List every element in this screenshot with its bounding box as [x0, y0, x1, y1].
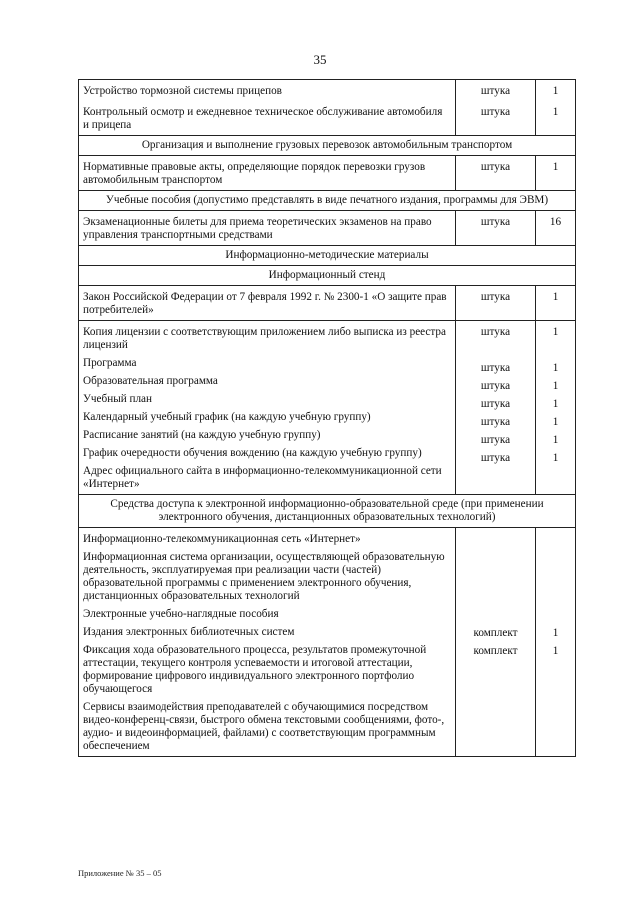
section-heading: Организация и выполнение грузовых перевозок автомобильным транспортом	[79, 136, 576, 156]
item-unit: штука	[480, 362, 511, 374]
table-row-group	[79, 321, 576, 495]
item-unit: штука	[480, 380, 511, 392]
item-name: Контрольный осмотр и ежедневное техническое обслуживание автомобиля и прицепа	[83, 106, 443, 131]
section-heading: Информационно-методические материалы	[79, 246, 576, 266]
item-name: Информационно-телекоммуникационная сеть «Интернет»	[83, 533, 361, 545]
item-unit: штука	[480, 106, 511, 118]
section-row	[79, 136, 576, 156]
item-unit: комплект	[473, 645, 518, 657]
item-name: Расписание занятий (на каждую учебную группу)	[83, 429, 321, 441]
section-row	[79, 246, 576, 266]
footer-label: Приложение № 35 – 05	[78, 868, 162, 878]
item-unit: штука	[480, 326, 511, 338]
item-qty: 16	[549, 216, 562, 228]
section-row	[79, 266, 576, 286]
table-row	[79, 80, 576, 136]
item-qty: 1	[552, 85, 559, 97]
item-unit: штука	[480, 416, 511, 428]
item-qty: 1	[552, 380, 559, 392]
item-name: Образовательная программа	[83, 375, 218, 387]
section-row	[79, 191, 576, 211]
table-row	[79, 211, 576, 246]
item-name: Экзаменационные билеты для приема теоретических экзаменов на право управления транспортными средствами	[83, 216, 432, 241]
item-unit: комплект	[473, 627, 518, 639]
item-qty: 1	[552, 362, 559, 374]
item-qty: 1	[552, 398, 559, 410]
item-name: Учебный план	[83, 393, 153, 405]
item-qty: 1	[552, 434, 559, 446]
section-heading: Информационный стенд	[79, 266, 576, 286]
item-unit: штука	[480, 434, 511, 446]
item-name: Устройство тормозной системы прицепов	[83, 85, 282, 97]
item-qty: 1	[552, 291, 559, 303]
table-row	[79, 156, 576, 191]
equipment-table	[78, 79, 576, 757]
page-number: 35	[313, 52, 327, 67]
table-row	[79, 286, 576, 321]
item-qty: 1	[552, 416, 559, 428]
item-name: Фиксация хода образовательного процесса, результатов промежуточной аттестации, текущего контроля успеваемости и итоговой аттестации, формирование цифрового индивидуального электронного портфолио обучающегося	[83, 644, 427, 695]
item-unit	[456, 468, 535, 473]
item-unit: штука	[480, 452, 511, 464]
item-name: Сервисы взаимодействия преподавателей с обучающимися посредством видео-конференц-связи, быстрого обмена текстовыми сообщениями, фото-, аудио- и видеоинформацией, файлами) с соответствующим программным обеспечением	[83, 701, 445, 752]
item-name: Информационная система организации, осуществляющей образовательную деятельность, эксплуатируемая при реализации части (частей) образовательной программы с применением электронного обучения, дистанционных образовательных технологий	[83, 551, 445, 602]
item-unit: штука	[480, 85, 511, 97]
item-name: Копия лицензии с соответствующим приложением либо выписка из реестра лицензий	[83, 326, 446, 351]
table-row-group	[79, 528, 576, 757]
item-unit: штука	[480, 216, 511, 228]
item-name: Электронные учебно-наглядные пособия	[83, 608, 279, 620]
section-row	[79, 495, 576, 528]
item-unit: штука	[480, 398, 511, 410]
item-name: График очередности обучения вождению (на каждую учебную группу)	[83, 447, 422, 459]
item-qty: 1	[552, 645, 559, 657]
item-qty: 1	[552, 452, 559, 464]
item-qty	[536, 531, 575, 625]
item-unit: штука	[480, 291, 511, 303]
section-heading: Средства доступа к электронной информационно-образовательной среде (при применении электронного обучения, дистанционных образовательных технологий)	[79, 495, 576, 528]
item-name: Закон Российской Федерации от 7 февраля 1992 г. № 2300-1 «О защите прав потребителей»	[83, 291, 447, 316]
item-qty: 1	[552, 161, 559, 173]
item-name: Календарный учебный график (на каждую учебную группу)	[83, 411, 371, 423]
item-name: Адрес официального сайта в информационно-телекоммуникационной сети «Интернет»	[83, 465, 442, 490]
item-unit	[456, 531, 535, 625]
item-qty: 1	[552, 106, 559, 118]
item-name: Нормативные правовые акты, определяющие порядок перевозки грузов автомобильным транспортом	[83, 161, 426, 186]
item-qty: 1	[552, 326, 559, 338]
item-unit: штука	[480, 161, 511, 173]
item-name: Издания электронных библиотечных систем	[83, 626, 295, 638]
item-qty	[536, 468, 575, 473]
item-name: Программа	[83, 357, 137, 369]
section-heading: Учебные пособия (допустимо представлять в виде печатного издания, программы для ЭВМ)	[79, 191, 576, 211]
item-qty: 1	[552, 627, 559, 639]
